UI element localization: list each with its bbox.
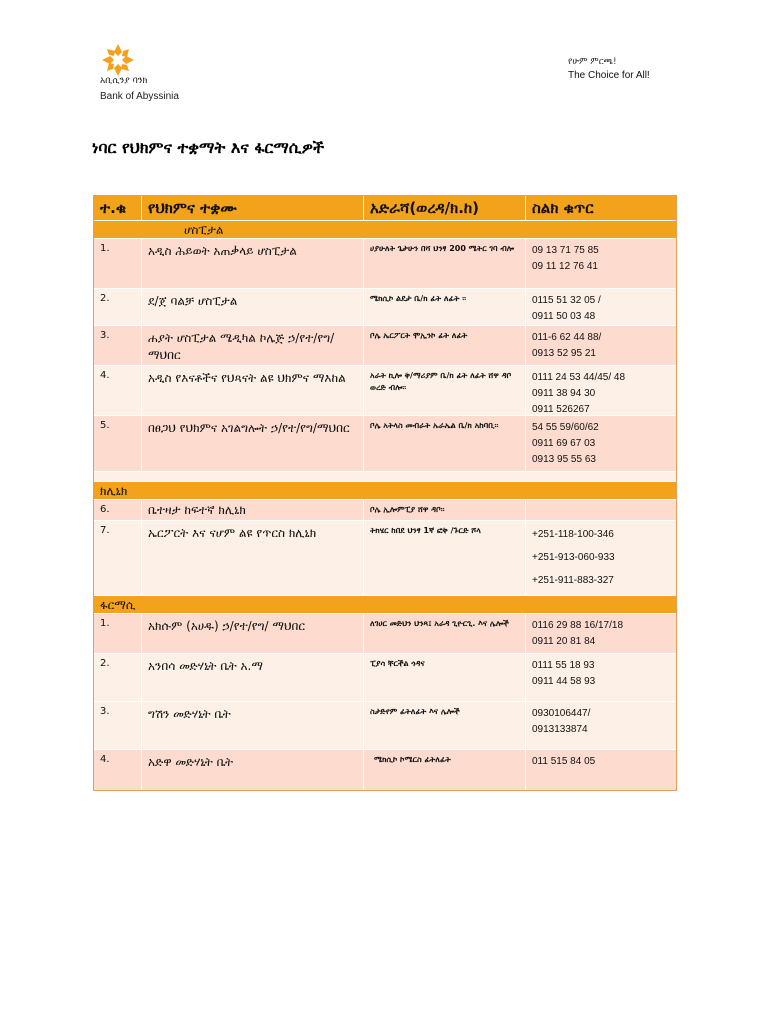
phone-number: 0911 526267 [532, 404, 590, 415]
brand-name-amharic: አቢሲንያ ባንክ [100, 76, 148, 86]
header-facility: የህክምና ተቋሙ [142, 196, 364, 220]
phone-number: 54 55 59/60/62 [532, 422, 599, 433]
facility-address: ለገሀር መድህን ህንጻ፤ አራዳ ጊዮርጊ. እና ሌሎች [364, 614, 526, 653]
spacer-row [94, 472, 676, 482]
facility-phones [526, 750, 676, 790]
phone-number: 011 515 84 05 [532, 756, 596, 767]
facility-name: ሐያት ሆስፒታል ሜዲካል ኮሌጅ ኃ/የተ/የግ/ማህበር [142, 326, 364, 365]
phone-number: 0913133874 [532, 724, 588, 735]
phone-number: 0116 29 88 16/17/18 [532, 620, 624, 631]
page-title: ነባር የህክምና ተቋማት እና ፋርማሲዎች [92, 138, 325, 157]
facility-phones [526, 366, 676, 415]
phone-number: +251-913-060-933 [532, 552, 615, 563]
section-label: ፋርማሲ [100, 598, 136, 612]
facility-phones [526, 239, 676, 288]
table-row [94, 326, 676, 366]
facility-phones [526, 654, 676, 701]
facility-phones [526, 521, 676, 595]
phone-number: +251-911-883-327 [532, 575, 614, 586]
facility-address: ስታድየም ፊትለፊት እና ሌሎች [364, 702, 526, 749]
section-label: ሆስፒታል [184, 223, 224, 237]
tagline-amharic: የሁም ምርጫ! [568, 57, 617, 67]
phone-number: 0115 51 32 05 / [532, 295, 601, 306]
section-label: ክሊኒክ [100, 484, 128, 498]
phone-number: 0911 38 94 30 [532, 388, 596, 399]
facility-name: በፀጋህ የህክምና አገልግሎት ኃ/የተ/የግ/ማህበር [142, 416, 364, 471]
header-number: ተ.ቁ [94, 196, 142, 220]
facility-name: ኤርፖርት እና ናሆም ልዩ የጥርስ ክሊኒክ [142, 521, 364, 595]
phone-number: 09 11 12 76 41 [532, 261, 598, 272]
phone-number: 0911 20 81 84 [532, 636, 596, 647]
row-number: 2. [94, 289, 142, 325]
facility-name: አክሱም (አሀዱ) ኃ/የተ/የግ/ ማህበር [142, 614, 364, 653]
table-row [94, 521, 676, 596]
phone-number: 0911 44 58 93 [532, 676, 596, 687]
facility-address: ሜክሲኮ ኮሜርስ ፊትለፊት [364, 750, 526, 790]
table-row [94, 366, 676, 416]
facility-phones [526, 614, 676, 653]
facility-address: ቦሌ ኤርፖርት ሞኢንኮ ፊት ለፊት [364, 326, 526, 365]
row-number: 1. [94, 239, 142, 288]
phone-number: 09 13 71 75 85 [532, 245, 599, 256]
header-address: አድራሻ(ወረዳ/ክ.ከ) [364, 196, 526, 220]
row-number: 4. [94, 366, 142, 415]
facility-address: ሜክሲኮ ልደታ ቤ/ክ ፊት ለፊት ፡፡ [364, 289, 526, 325]
phone-number: 0930106447/ [532, 708, 591, 719]
table-row [94, 614, 676, 654]
facility-phones [526, 326, 676, 365]
phone-number: 0911 69 67 03 [532, 438, 596, 449]
facility-address: ሀያሁለት ጌታሁን በሻ ህንፃ 200 ሜትር ገባ ብሎ [364, 239, 526, 288]
table-row [94, 416, 676, 472]
facility-name: ግሽን መድሃኒት ቤት [142, 702, 364, 749]
facilities-table [93, 195, 677, 791]
row-number: 7. [94, 521, 142, 595]
row-number: 1. [94, 614, 142, 653]
facility-name: አዲስ የእናቶችና የህጻናት ልዩ ህክምና ማእከል [142, 366, 364, 415]
phone-number: 0911 50 03 48 [532, 311, 596, 322]
section-row-clinic [94, 482, 676, 500]
tagline-english: The Choice for All! [568, 70, 650, 81]
bank-logo-icon [100, 42, 136, 78]
table-row [94, 750, 676, 790]
facility-name: አድዋ መድሃኒት ቤት [142, 750, 364, 790]
table-row [94, 239, 676, 289]
facility-name: ደ/ጀ ባልቻ ሆስፒታል [142, 289, 364, 325]
brand-name-english: Bank of Abyssinia [100, 91, 179, 102]
phone-number: 0111 55 18 93 [532, 660, 595, 671]
row-number: 5. [94, 416, 142, 471]
facility-phones [526, 500, 676, 520]
facility-address: ትክሄር ከበደ ህንፃ 1ኛ ፎቅ /ጉርድ ሾላ [364, 521, 526, 595]
facility-name: ቤተዛታ ከፍተኛ ክሊኒክ [142, 500, 364, 520]
facility-name: አንበሳ መድሃኒት ቤት አ.ማ [142, 654, 364, 701]
phone-number: 011-6 62 44 88/ [532, 332, 602, 343]
row-number: 3. [94, 326, 142, 365]
facility-phones [526, 416, 676, 471]
table-header-row [94, 196, 676, 221]
row-number: 6. [94, 500, 142, 520]
header-phone: ስልክ ቁጥር [532, 199, 594, 217]
section-row-pharmacy [94, 596, 676, 614]
facility-address: ቦሌ አትላስ መብራት ኡራኤል ቤ/ክ አከባቢ፡፡ [364, 416, 526, 471]
phone-number: +251-118-100-346 [532, 529, 614, 540]
section-row-hospital [94, 221, 676, 239]
table-row [94, 702, 676, 750]
row-number: 2. [94, 654, 142, 701]
table-row [94, 289, 676, 326]
facility-phones [526, 702, 676, 749]
row-number: 4. [94, 750, 142, 790]
phone-number: 0913 95 55 63 [532, 454, 596, 465]
phone-number: 0913 52 95 21 [532, 348, 596, 359]
phone-number: 0111 24 53 44/45/ 48 [532, 372, 626, 383]
facility-address: ቦሌ ኢሎምፒያ ሸዋ ዳቦ፡፡ [364, 500, 526, 520]
facility-name: አዲስ ሕይወት አጠቃላይ ሆስፒታል [142, 239, 364, 288]
facility-phones [526, 289, 676, 325]
facility-address: አራት ኪሎ ቅ/ማሪያም ቤ/ክ ፊት ለፊት ሸዋ ዳቦ ወረድ ብሎ፡፡ [364, 366, 526, 415]
facility-address: ፒያሳ ቸርችል ጎዳና [364, 654, 526, 701]
row-number: 3. [94, 702, 142, 749]
table-row [94, 654, 676, 702]
table-row [94, 500, 676, 521]
